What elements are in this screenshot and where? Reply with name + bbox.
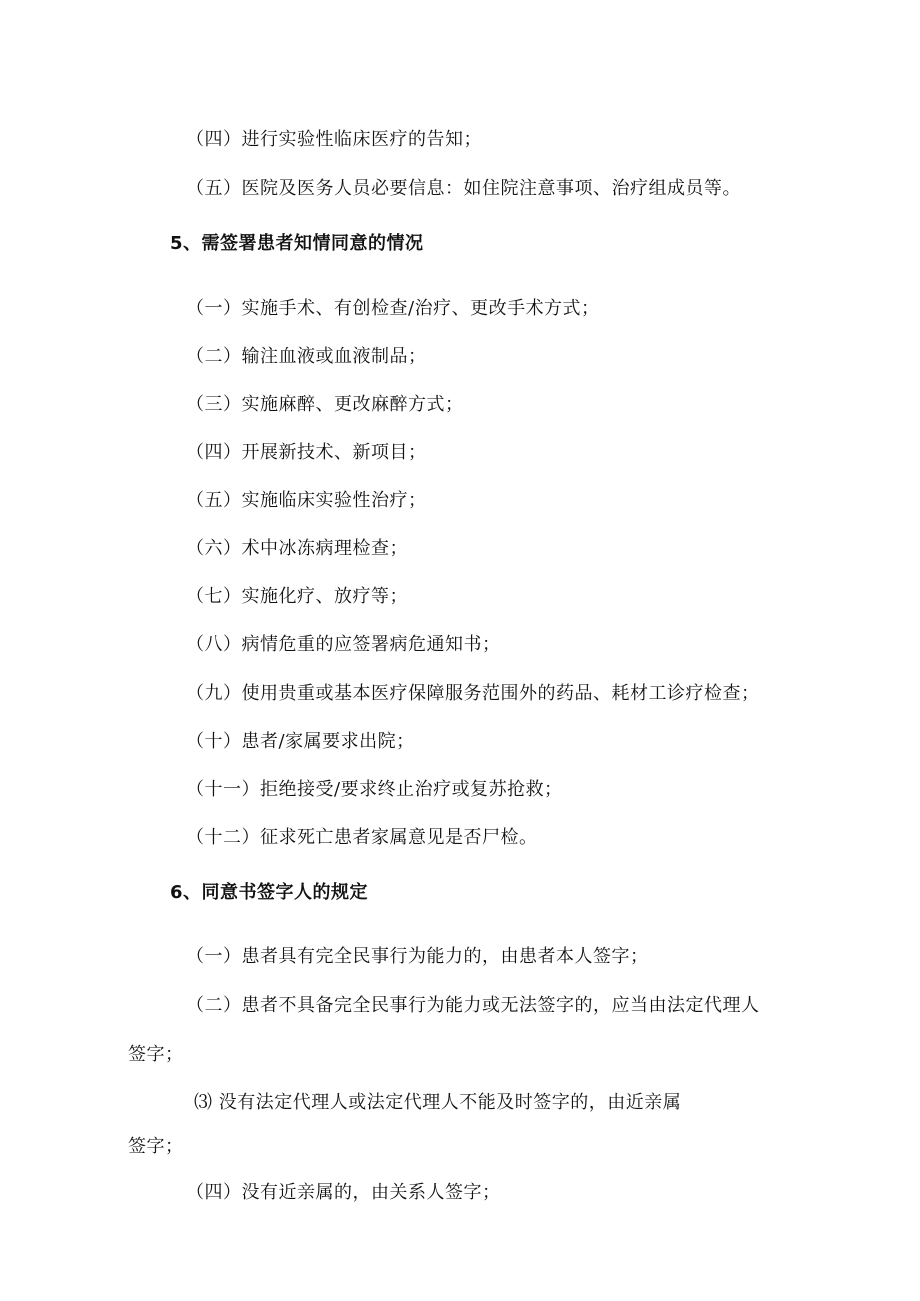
section-heading: 5、需签署患者知情同意的情况 [170, 233, 424, 254]
list-item: （二）患者不具备完全民事行为能力或无法签字的，应当由法定代理人 [186, 995, 760, 1016]
list-item: ⑶ 没有法定代理人或法定代理人不能及时签字的，由近亲属 [194, 1092, 682, 1113]
list-item: （四）进行实验性临床医疗的告知； [186, 129, 482, 150]
list-item: （十）患者/家属要求出院； [186, 731, 415, 752]
list-item: （六）术中冰冻病理检查； [186, 538, 408, 559]
list-item-continuation: 签字； [128, 1044, 184, 1065]
list-item: （一）实施手术、有创检查/治疗、更改手术方式； [186, 298, 600, 319]
list-item: （一）患者具有完全民事行为能力的，由患者本人签字； [186, 946, 649, 967]
list-item: （九）使用贵重或基本医疗保障服务范围外的药品、耗材工诊疗检查； [186, 683, 760, 704]
section-heading: 6、同意书签字人的规定 [170, 882, 369, 903]
list-item: （八）病情危重的应签署病危通知书； [186, 634, 501, 655]
list-item: （二）输注血液或血液制品； [186, 346, 427, 367]
list-item: （十二）征求死亡患者家属意见是否尸检。 [186, 827, 538, 848]
list-item-continuation: 签字； [128, 1136, 184, 1157]
list-item: （五）医院及医务人员必要信息：如住院注意事项、治疗组成员等。 [186, 178, 741, 199]
list-item: （三）实施麻醉、更改麻醉方式； [186, 394, 464, 415]
list-item: （五）实施临床实验性治疗； [186, 490, 427, 511]
list-item: （四）没有近亲属的，由关系人签字； [186, 1182, 501, 1203]
list-item: （四）开展新技术、新项目； [186, 442, 427, 463]
list-item: （七）实施化疗、放疗等； [186, 586, 408, 607]
list-item: （十一）拒绝接受/要求终止治疗或复苏抢救； [186, 779, 563, 800]
